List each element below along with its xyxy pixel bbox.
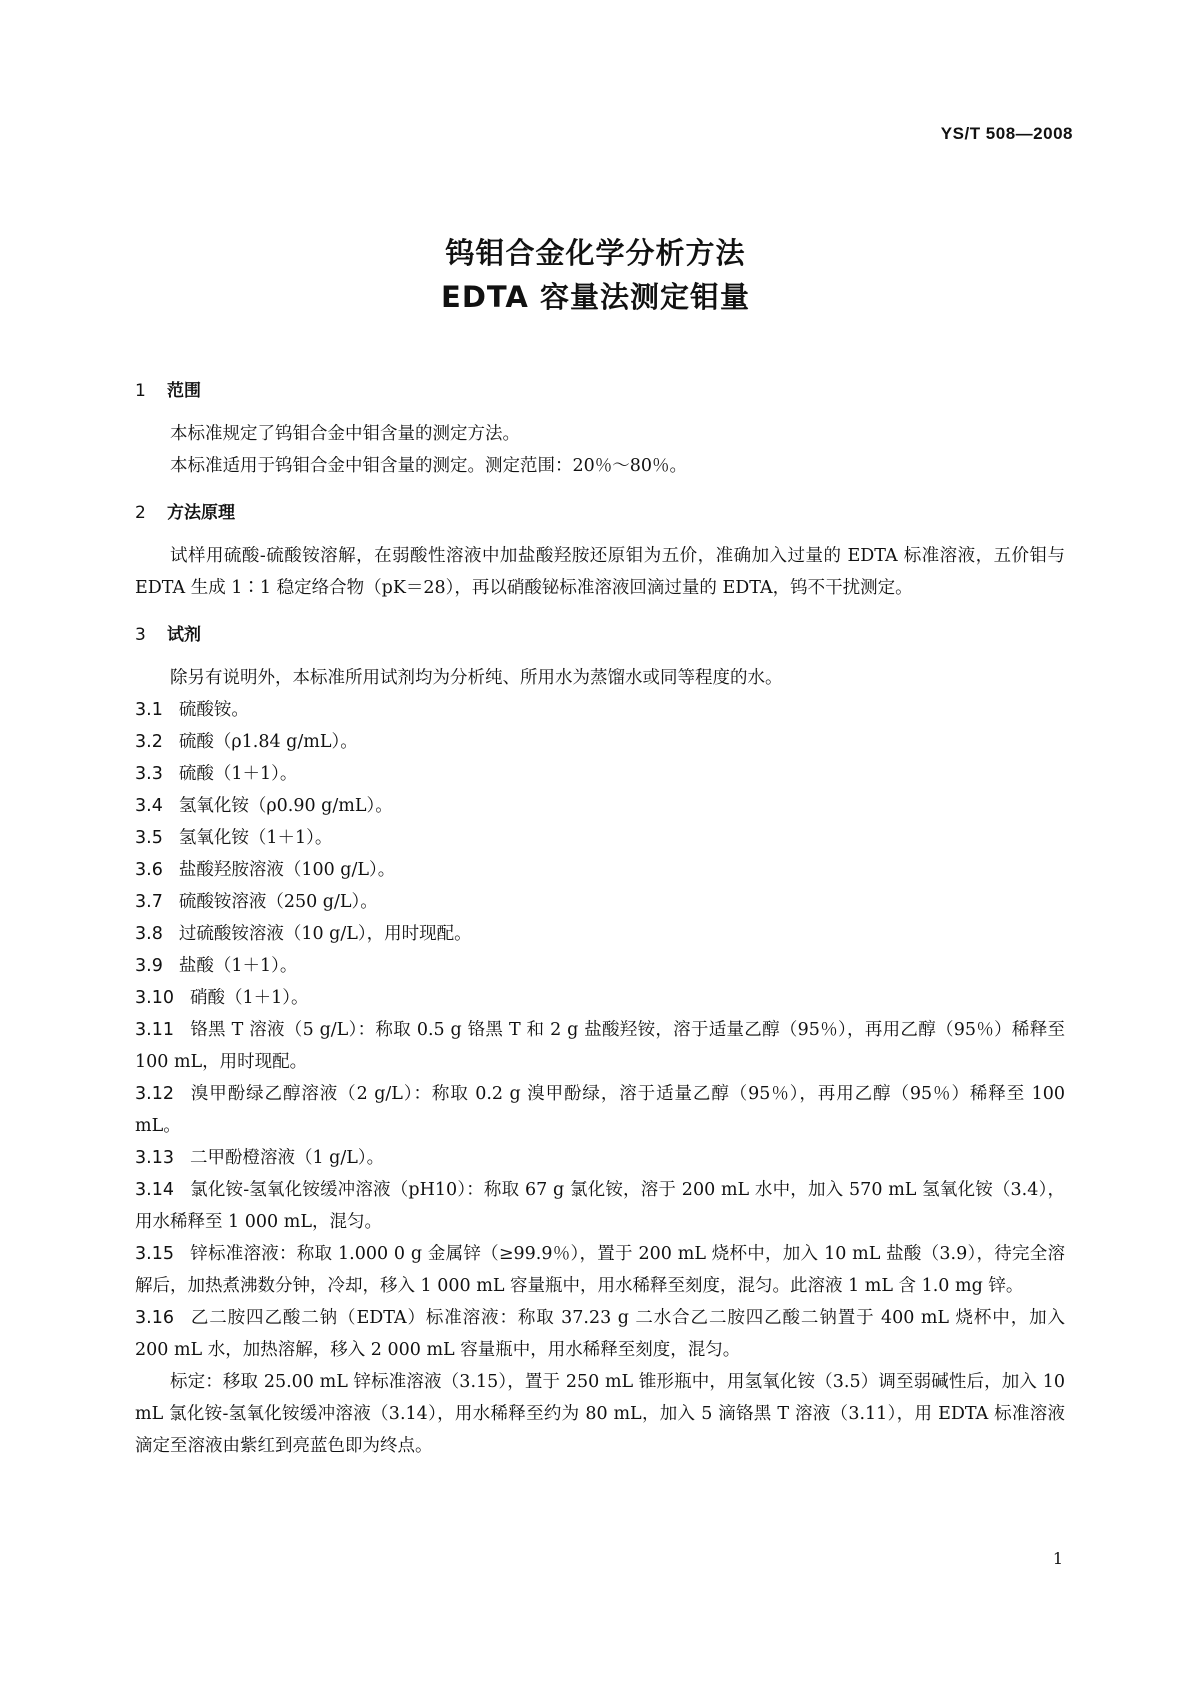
reagent-text: 乙二胺四乙酸二钠（EDTA）标准溶液：称取 37.23 g 二水合乙二胺四乙酸二钠置于 400 mL 烧杯中，加入 200 mL 水，加热溶解，移入 2 000 mL 容量瓶中，用水稀释至刻度，混匀。 [135, 1308, 1065, 1360]
reagent-text: 氢氧化铵（ρ0.90 g/mL）。 [178, 796, 393, 816]
reagent-number: 3.14 [135, 1180, 174, 1200]
reagent-item [135, 1238, 1065, 1302]
reagent-item [135, 950, 1065, 982]
page-number: 1 [1052, 1549, 1063, 1568]
document-title-line-2: EDTA 容量法测定钼量 [441, 280, 750, 314]
reagent-item [135, 886, 1065, 918]
reagent-item [135, 1014, 1065, 1078]
reagent-number: 3.13 [135, 1148, 174, 1168]
scope-paragraph-1: 本标准规定了钨钼合金中钼含量的测定方法。 [170, 424, 520, 444]
reagent-number: 3.6 [135, 860, 163, 880]
reagent-text: 硫酸铵溶液（250 g/L）。 [178, 892, 378, 912]
reagent-item [135, 822, 1065, 854]
reagent-number: 3.10 [135, 988, 174, 1008]
reagent-list [135, 694, 1065, 1366]
document-title-line-1: 钨钼合金化学分析方法 [445, 236, 746, 270]
reagent-number: 3.9 [135, 956, 163, 976]
reagent-text: 氯化铵-氢氧化铵缓冲溶液（pH10）：称取 67 g 氯化铵，溶于 200 mL 水中，加入 570 mL 氢氧化铵（3.4），用水稀释至 1 000 mL，混匀。 [135, 1180, 1065, 1232]
section-number: 2 [135, 503, 146, 523]
section-heading-principle [135, 500, 1065, 526]
calibration-paragraph: 标定：移取 25.00 mL 锌标准溶液（3.15），置于 250 mL 锥形瓶中，用氢氧化铵（3.5）调至弱碱性后，加入 10 mL 氯化铵-氢氧化铵缓冲溶液（3.14），用水稀释至约为 80 mL，加入 5 滴铬黑 T 溶液（3.11），用 EDTA 标准溶液滴定至溶液由紫红到亮蓝色即为终点。 [135, 1372, 1065, 1456]
scope-paragraph-2: 本标准适用于钨钼合金中钼含量的测定。测定范围：20％～80％。 [170, 456, 688, 476]
reagent-text: 硫酸（ρ1.84 g/mL）。 [178, 732, 358, 752]
reagent-number: 3.8 [135, 924, 163, 944]
reagent-number: 3.12 [135, 1084, 174, 1104]
principle-paragraph: 试样用硫酸-硫酸铵溶解，在弱酸性溶液中加盐酸羟胺还原钼为五价，准确加入过量的 EDTA 标准溶液，五价钼与 EDTA 生成 1∶1 稳定络合物（pK＝28），再以硝酸铋标准溶液回滴过量的 EDTA，钨不干扰测定。 [135, 546, 1065, 598]
reagent-item [135, 854, 1065, 886]
section-number: 1 [135, 381, 146, 401]
reagent-item [135, 918, 1065, 950]
reagent-number: 3.4 [135, 796, 163, 816]
reagent-number: 3.7 [135, 892, 163, 912]
reagent-item [135, 1142, 1065, 1174]
reagent-item [135, 1174, 1065, 1238]
section-title: 方法原理 [167, 503, 235, 523]
reagent-text: 铬黑 T 溶液（5 g/L）：称取 0.5 g 铬黑 T 和 2 g 盐酸羟铵，溶于适量乙醇（95％），再用乙醇（95％）稀释至 100 mL，用时现配。 [135, 1020, 1065, 1072]
reagent-item [135, 1302, 1065, 1366]
reagent-text: 锌标准溶液：称取 1.000 0 g 金属锌（≥99.9％），置于 200 mL 烧杯中，加入 10 mL 盐酸（3.9），待完全溶解后，加热煮沸数分钟，冷却，移入 1 000 mL 容量瓶中，用水稀释至刻度，混匀。此溶液 1 mL 含 1.0 mg 锌。 [135, 1244, 1065, 1296]
section-title: 范围 [167, 381, 201, 401]
reagent-text: 氢氧化铵（1＋1）。 [178, 828, 333, 848]
section-heading-reagents [135, 622, 1065, 648]
reagent-number: 3.11 [135, 1020, 174, 1040]
reagent-number: 3.15 [135, 1244, 174, 1264]
reagent-text: 溴甲酚绿乙醇溶液（2 g/L）：称取 0.2 g 溴甲酚绿，溶于适量乙醇（95％），再用乙醇（95％）稀释至 100 mL。 [135, 1084, 1065, 1136]
reagent-number: 3.5 [135, 828, 163, 848]
reagent-item [135, 1078, 1065, 1142]
section-title: 试剂 [167, 625, 201, 645]
reagent-item [135, 790, 1065, 822]
reagent-number: 3.2 [135, 732, 163, 752]
section-heading-scope [135, 378, 1065, 404]
reagent-item [135, 758, 1065, 790]
reagent-text: 盐酸（1＋1）。 [178, 956, 298, 976]
reagent-text: 过硫酸铵溶液（10 g/L），用时现配。 [178, 924, 472, 944]
reagent-number: 3.1 [135, 700, 163, 720]
section-number: 3 [135, 625, 146, 645]
reagent-item [135, 982, 1065, 1014]
reagents-intro: 除另有说明外，本标准所用试剂均为分析纯、所用水为蒸馏水或同等程度的水。 [170, 668, 783, 688]
reagent-number: 3.16 [135, 1308, 174, 1328]
standard-code: YS/T 508—2008 [940, 124, 1073, 143]
reagent-text: 二甲酚橙溶液（1 g/L）。 [189, 1148, 385, 1168]
reagent-item [135, 726, 1065, 758]
reagent-text: 盐酸羟胺溶液（100 g/L）。 [178, 860, 396, 880]
reagent-number: 3.3 [135, 764, 163, 784]
reagent-item [135, 694, 1065, 726]
reagent-text: 硫酸（1＋1）。 [178, 764, 298, 784]
document-body [135, 378, 1065, 1462]
reagent-text: 硫酸铵。 [178, 700, 249, 720]
reagent-text: 硝酸（1＋1）。 [189, 988, 309, 1008]
